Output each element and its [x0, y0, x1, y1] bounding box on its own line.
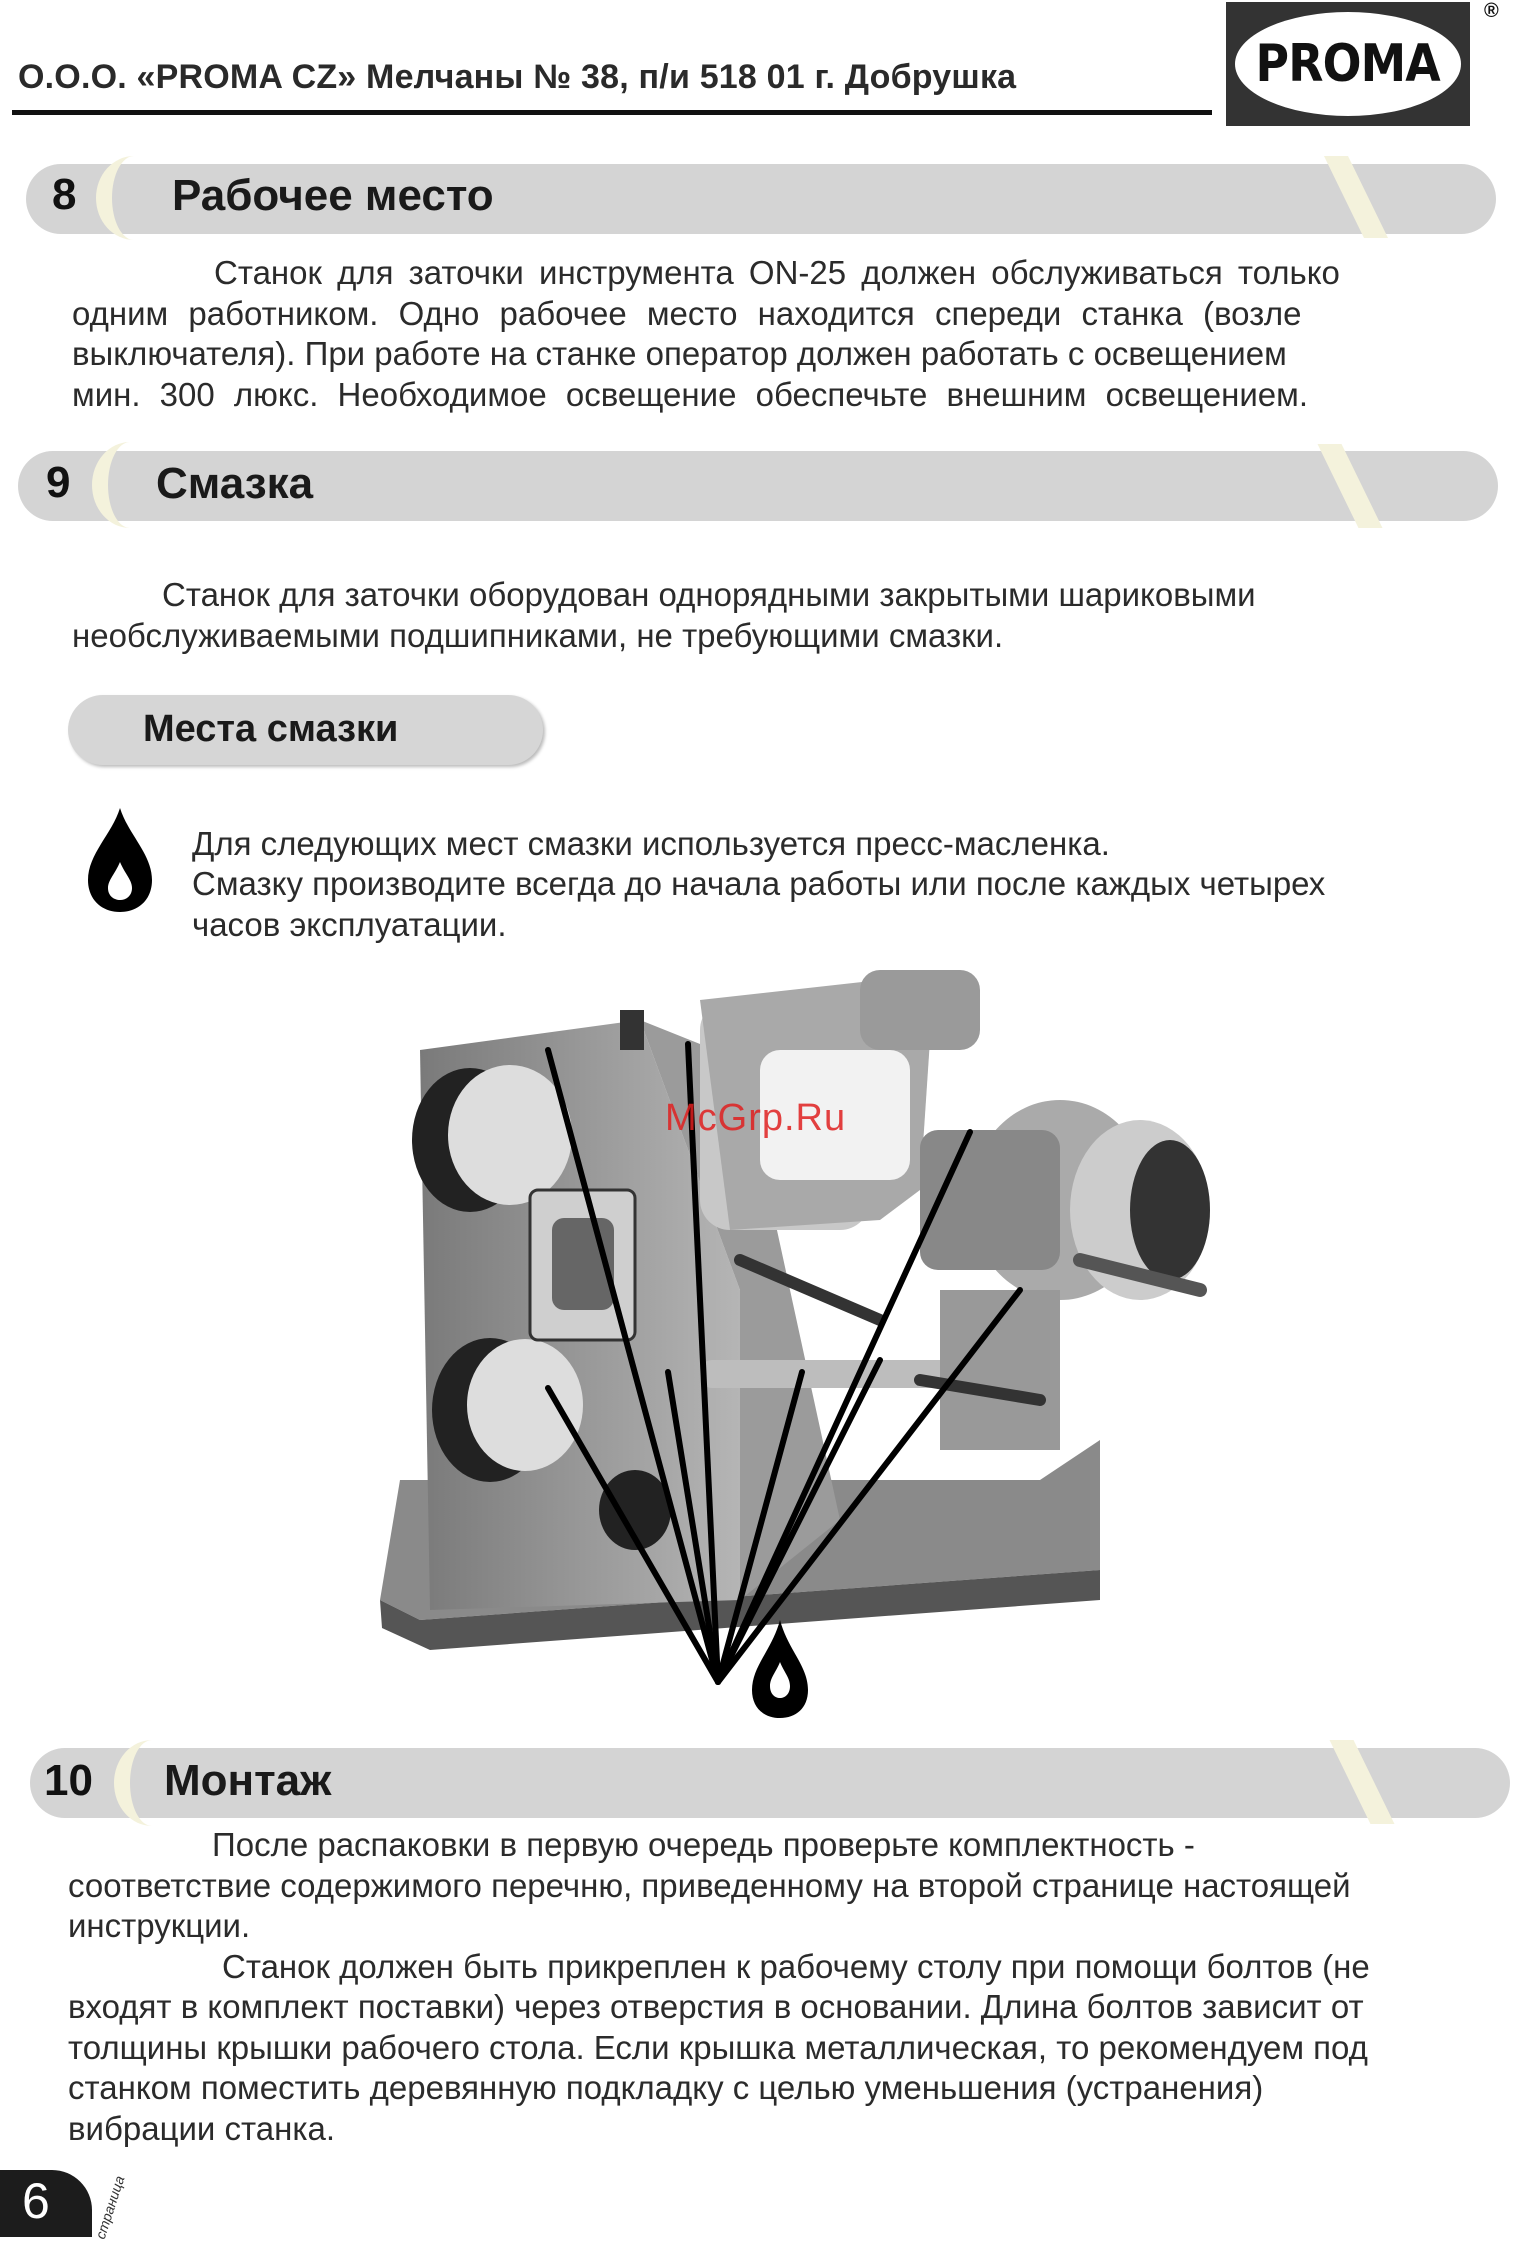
section-10-line-5: входят в комплект поставки) через отверстия в основании. Длина болтов зависит от [68, 1988, 1364, 2025]
lubrication-note-line-1: Для следующих мест смазки используется пресс-масленка. [192, 825, 1110, 862]
section-8-title: Рабочее место [172, 171, 494, 220]
section-10-line-1: После распаковки в первую очередь проверьте комплектность - [212, 1826, 1195, 1863]
watermark: McGrp.Ru [665, 1097, 847, 1139]
page-number: 6 [22, 2173, 50, 2229]
section-10-line-3: инструкции. [68, 1907, 251, 1944]
section-8-line-2: одним работником. Одно рабочее место находится спереди станка (возле [72, 295, 1302, 332]
section-10-line-8: вибрации станка. [68, 2110, 336, 2147]
section-10-line-7: станком поместить деревянную подкладку с целью уменьшения (устранения) [68, 2069, 1264, 2106]
registered-mark: ® [1484, 0, 1499, 22]
section-9-title: Смазка [156, 459, 314, 508]
lubrication-note-line-3: часов эксплуатации. [192, 906, 507, 943]
section-10-line-2: соответствие содержимого перечню, приведенному на второй странице настоящей [68, 1867, 1351, 1904]
section-8-line-4: мин. 300 люкс. Необходимое освещение обеспечьте внешним освещением. [72, 376, 1308, 413]
grinding-machine-illustration [320, 960, 1240, 1740]
section-10-number: 10 [44, 1756, 93, 1805]
section-10-line-4: Станок должен быть прикреплен к рабочему столу при помощи болтов (не [222, 1948, 1370, 1985]
logo-text: PROMA [1255, 34, 1441, 94]
proma-logo [1226, 2, 1470, 126]
header-divider [12, 110, 1212, 115]
section-9-line-2: необслуживаемыми подшипниками, не требующими смазки. [72, 617, 1004, 654]
section-10-title: Монтаж [164, 1756, 332, 1805]
lubrication-points-title: Места смазки [143, 708, 399, 750]
section-8-line-1: Станок для заточки инструмента ON-25 должен обслуживаться только [214, 254, 1340, 291]
section-8-number: 8 [52, 170, 77, 219]
page-word: страница [92, 2173, 128, 2241]
section-8-crescent [96, 156, 172, 240]
section-9-number: 9 [46, 458, 71, 507]
oil-drop-icon [82, 804, 158, 916]
lubrication-note-line-2: Смазку производите всегда до начала работы или после каждых четырех [192, 865, 1326, 902]
section-8-line-3: выключателя). При работе на станке оператор должен работать с освещением [72, 335, 1287, 372]
company-address: О.О.О. «PROMA CZ» Мелчаны № 38, п/и 518 01 г. Добрушка [18, 58, 1017, 96]
section-9-line-1: Станок для заточки оборудован однорядными закрытыми шариковыми [162, 576, 1256, 613]
section-10-line-6: толщины крышки рабочего стола. Если крышка металлическая, то рекомендуем под [68, 2029, 1368, 2066]
